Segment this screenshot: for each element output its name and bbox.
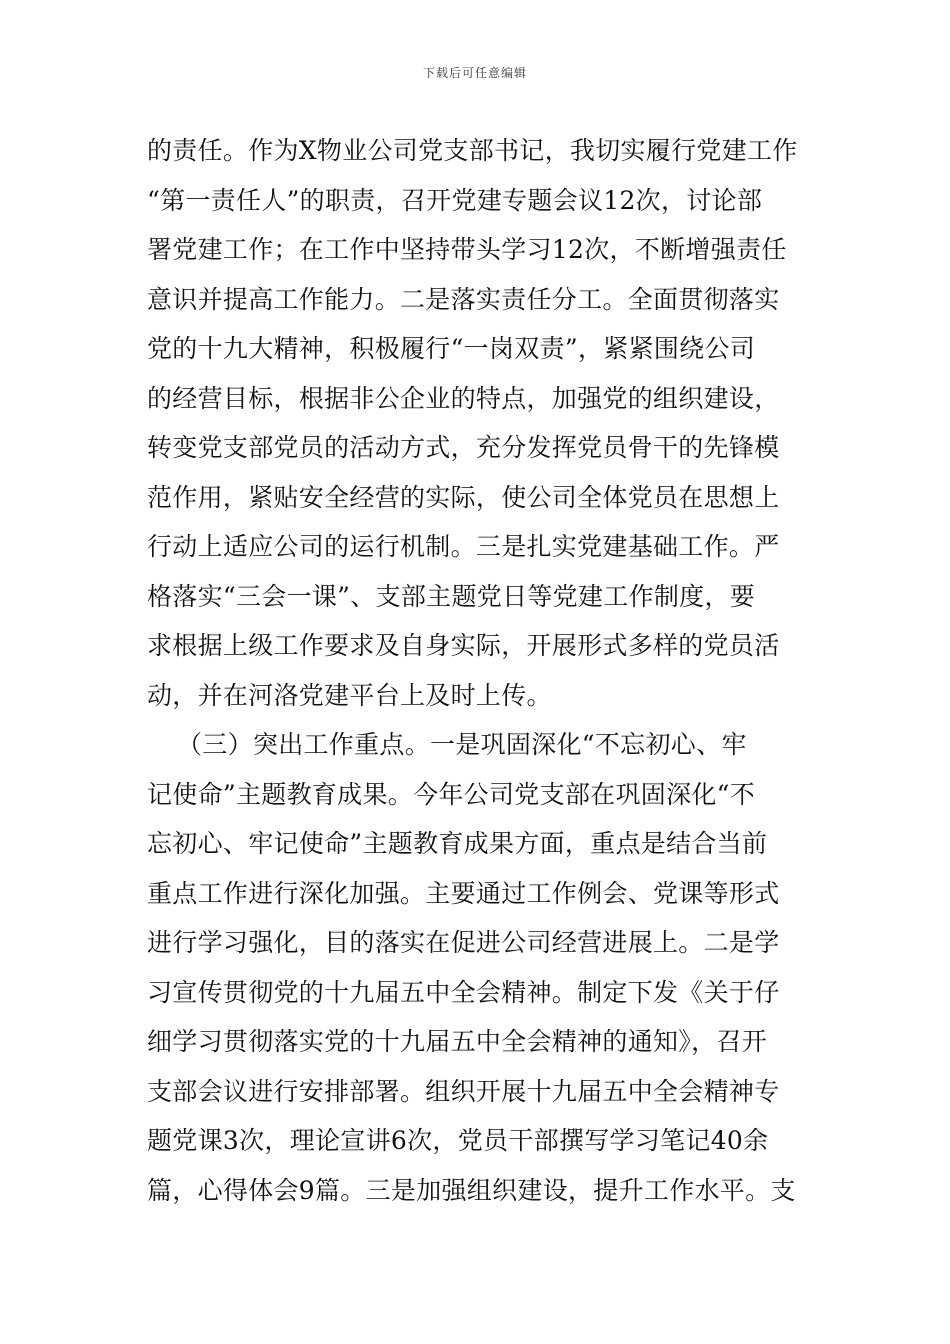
page-header-note: 下载后可任意编辑: [422, 66, 527, 80]
text-line: 范作用，紧贴安全经营的实际，使公司全体党员在思想上: [147, 482, 780, 512]
paragraph-2: [147, 720, 807, 1215]
text-line: 进行学习强化，目的落实在促进公司经营进展上。二是学: [147, 928, 780, 957]
text-line-indented: （三）突出工作重点。一是巩固深化“不忘初心、牢: [177, 730, 747, 759]
text-line: “第一责任人”的职责，召开党建专题会议12次，讨论部: [147, 185, 763, 215]
text-line: 转变党支部党员的活动方式，充分发挥党员骨干的先锋模: [147, 433, 780, 462]
text-line: 的责任。作为X物业公司党支部书记，我切实履行党建工作: [147, 136, 798, 165]
text-line: 的经营目标，根据非公企业的特点，加强党的组织建设，: [147, 383, 780, 413]
text-line: 题党课3次，理论宣讲6次，党员干部撰写学习笔记40余: [147, 1126, 769, 1155]
text-line: 支部会议进行安排部署。组织开展十九届五中全会精神专: [147, 1076, 780, 1106]
text-line: 意识并提高工作能力。二是落实责任分工。全面贯彻落实: [147, 284, 780, 314]
text-line: 党的十九大精神，积极履行“一岗双责”，紧紧围绕公司: [147, 334, 756, 363]
paragraph-1: [147, 126, 807, 720]
text-line: 求根据上级工作要求及自身实际，开展形式多样的党员活: [147, 631, 780, 660]
text-line: 动，并在河洛党建平台上及时上传。: [147, 680, 552, 710]
text-line: 署党建工作；在工作中坚持带头学习12次，不断增强责任: [147, 235, 787, 264]
text-line: 篇，心得体会9篇。三是加强组织建设，提升工作水平。支: [147, 1175, 796, 1205]
text-line: 忘初心、牢记使命”主题教育成果方面，重点是结合当前: [147, 829, 768, 858]
text-line: 习宣传贯彻党的十九届五中全会精神。制定下发《关于仔: [147, 977, 780, 1007]
text-line: 细学习贯彻落实党的十九届五中全会精神的通知》，召开: [147, 1027, 768, 1056]
text-line: 记使命”主题教育成果。今年公司党支部在巩固深化“不: [147, 779, 756, 809]
text-line: 行动上适应公司的运行机制。三是扎实党建基础工作。严: [147, 532, 780, 561]
body-text: [147, 126, 807, 1215]
text-line: 格落实“三会一课”、支部主题党日等党建工作制度，要: [147, 581, 756, 611]
text-line: 重点工作进行深化加强。主要通过工作例会、党课等形式: [147, 878, 780, 908]
